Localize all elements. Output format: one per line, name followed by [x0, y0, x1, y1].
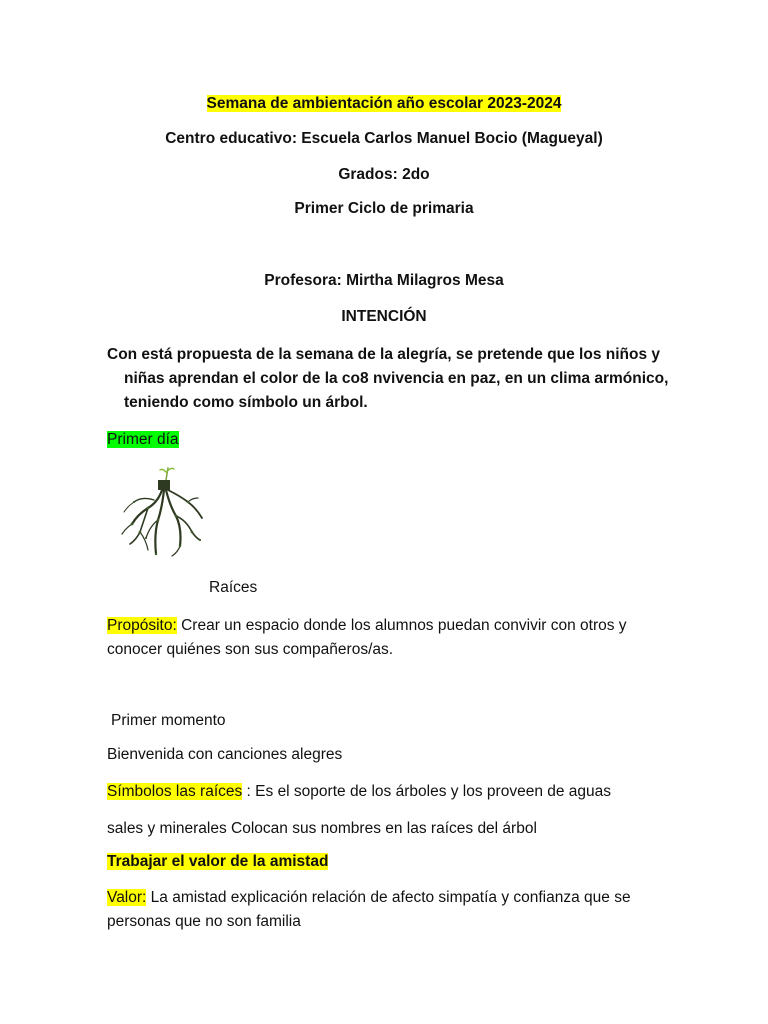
title-line [0, 94, 768, 114]
value-text-1: La amistad explicación relación de afecto simpatía y confianza que se [146, 889, 631, 906]
symbols-text-2: sales y minerales Colocan sus nombres en las raíces del árbol [107, 820, 537, 837]
purpose-paragraph [107, 614, 707, 662]
teacher-name: Profesora: Mirtha Milagros Mesa [264, 272, 504, 289]
purpose-text-2: conocer quiénes son sus compañeros/as. [107, 641, 394, 658]
day-label-line [107, 430, 179, 450]
symbols-line-1 [107, 782, 611, 802]
purpose-line-1 [107, 614, 707, 638]
grade-level: Grados: 2do [338, 166, 430, 183]
value-label: Valor: [107, 889, 147, 906]
value-work-line [107, 852, 328, 872]
first-day-label: Primer día [107, 431, 179, 448]
first-moment-title: Primer momento [111, 712, 226, 729]
intention-heading: INTENCIÓN [341, 308, 427, 325]
school-name: Centro educativo: Escuela Carlos Manuel Bocio (Magueyal) [165, 130, 603, 147]
document-title: Semana de ambientación año escolar 2023-2024 [206, 95, 562, 112]
primary-cycle: Primer Ciclo de primaria [294, 200, 474, 217]
value-text-2: personas que no son familia [107, 913, 301, 930]
tree-roots-icon [118, 462, 204, 558]
value-paragraph [107, 886, 707, 934]
symbols-text-1: : Es el soporte de los árboles y los proveen de aguas [242, 783, 612, 800]
image-caption: Raíces [209, 579, 258, 596]
symbols-label: Símbolos las raíces [107, 783, 243, 800]
intention-paragraph: Con está propuesta de la semana de la alegría, se pretende que los niños y niñas aprendan el color de la co8 nvivencia en paz, en un clima armónico, teniendo como símbolo un árbol. [107, 346, 669, 411]
value-work-heading: Trabajar el valor de la amistad [107, 853, 329, 870]
purpose-text-1: Crear un espacio donde los alumnos puedan convivir con otros y [176, 617, 627, 634]
purpose-label: Propósito: [107, 617, 177, 634]
welcome-text: Bienvenida con canciones alegres [107, 746, 343, 763]
value-line-1 [107, 886, 707, 910]
